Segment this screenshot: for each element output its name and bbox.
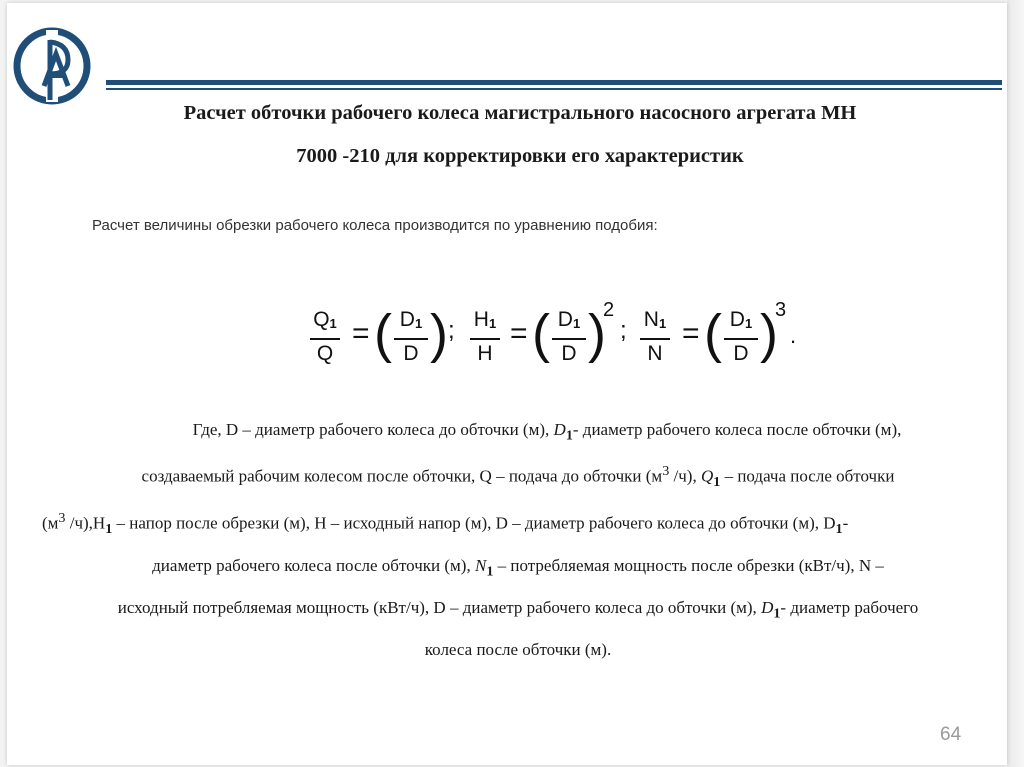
fraction-d: $D_1$ D [724,307,758,367]
paragraph-line: Где, D – диаметр рабочего колеса до обточки (м), $D_1-$ диаметр рабочего колеса после обточки (м), [192,420,902,444]
exponent: 3 [775,299,787,321]
exponent: 2 [603,299,615,321]
page-edge [1007,0,1024,767]
equals-sign: = [682,317,700,350]
paragraph-line: исходный потребляемая мощность (кВт/ч), D – диаметр рабочего колеса до обточки (м), $D_1-$ диаметр рабочего [117,598,919,622]
title-line-2: 7000 -210 для корректировки его характеристик [296,145,744,167]
separator: ; [448,317,455,344]
equals-sign: = [352,317,370,350]
header-rule-thin [106,88,1002,90]
fraction-d: $D_1$ D [552,307,586,367]
fraction-n: $N_1$ N [640,307,670,367]
similarity-formula: $Q_1$ Q = ( $D_1$ D ) ; $H_1$ H = ( $D_1$ D ) 2 ; $N_1$ N = ( $D_1$ D ) 3 . [310,297,830,377]
paragraph-line: ($м^3$ $/ч),H_1$ – напор после обрезки (м), H – исходный напор (м), D – диаметр рабочего колеса до обточки (м), $D_1-$ [42,510,849,538]
definitions-paragraph [34,412,1002,668]
formula-end: . [790,323,797,348]
fraction-q: $Q_1$ Q [310,307,340,367]
title-line-1: Расчет обточки рабочего колеса магистрального насосного агрегата МН [183,102,857,124]
header-rule-thick [106,80,1002,85]
fraction-h: $H_1$ H [470,307,500,367]
paragraph-line: создаваемый рабочим колесом после обточки, Q – подача до обточки ($м^3$ /ч), $Q_1$ – подача после обточки [141,463,895,491]
paragraph-line: колеса после обточки (м). [424,640,612,660]
intro-text: Расчет величины обрезки рабочего колеса производится по уравнению подобия: [92,217,658,234]
page-number: 64 [940,724,962,745]
paragraph-line: диаметр рабочего колеса после обточки (м), $N_1$ – потребляемая мощность после обрезки (кВт/ч), N – [152,555,884,580]
page-title [60,92,980,178]
fraction-d: $D_1$ D [394,307,428,367]
equals-sign: = [510,317,528,350]
separator: ; [620,317,627,344]
